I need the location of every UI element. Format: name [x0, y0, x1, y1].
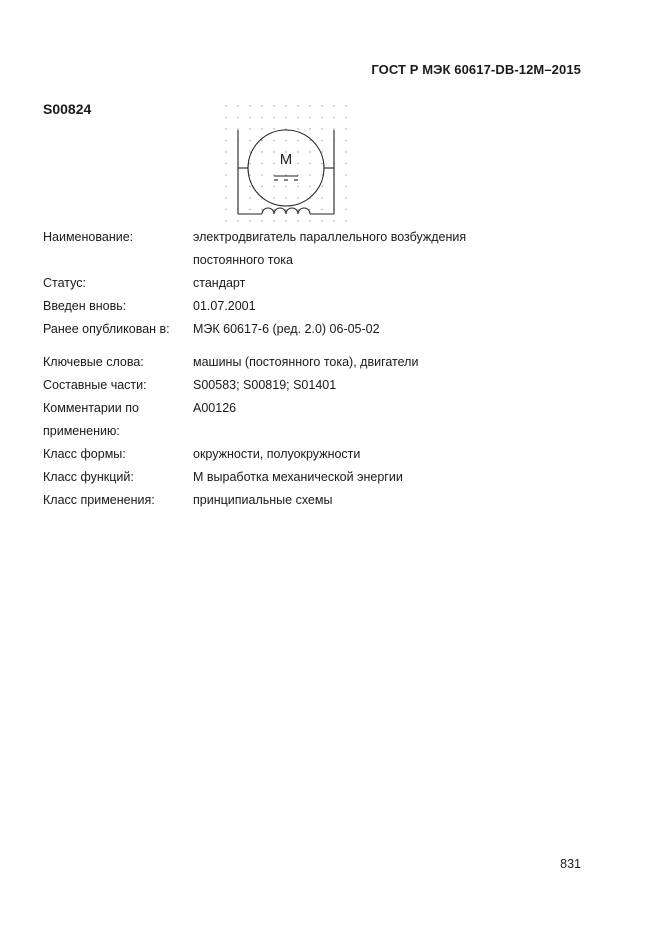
- property-row-status: Статус: стандарт: [43, 276, 246, 290]
- property-row-function-class: Класс функций: M выработка механической энергии: [43, 470, 403, 484]
- motor-glyph: [238, 130, 334, 214]
- motor-circle: [248, 130, 324, 206]
- symbol-code: S00824: [43, 101, 92, 117]
- page-number: 831: [560, 857, 581, 871]
- document-header: ГОСТ Р МЭК 60617-DB-12M–2015: [371, 62, 581, 77]
- property-row-previously-published: Ранее опубликован в: МЭК 60617-6 (ред. 2.0) 06-05-02: [43, 322, 380, 336]
- property-row-components: Составные части: S00583; S00819; S01401: [43, 378, 337, 392]
- property-row-application-class: Класс применения: принципиальные схемы: [43, 493, 333, 507]
- property-row-introduced: Введен вновь: 01.07.2001: [43, 299, 256, 313]
- motor-symbol-drawing: [222, 101, 350, 225]
- property-row-name: Наименование: электродвигатель параллельного возбуждения постоянного тока: [43, 230, 467, 267]
- property-row-keywords: Ключевые слова: машины (постоянного тока), двигатели: [43, 355, 419, 369]
- motor-letter: M: [279, 151, 293, 168]
- property-row-shape-class: Класс формы: окружности, полуокружности: [43, 447, 361, 461]
- property-row-application-notes: Комментарии по применению: A00126: [43, 401, 237, 438]
- properties-table: [43, 226, 603, 512]
